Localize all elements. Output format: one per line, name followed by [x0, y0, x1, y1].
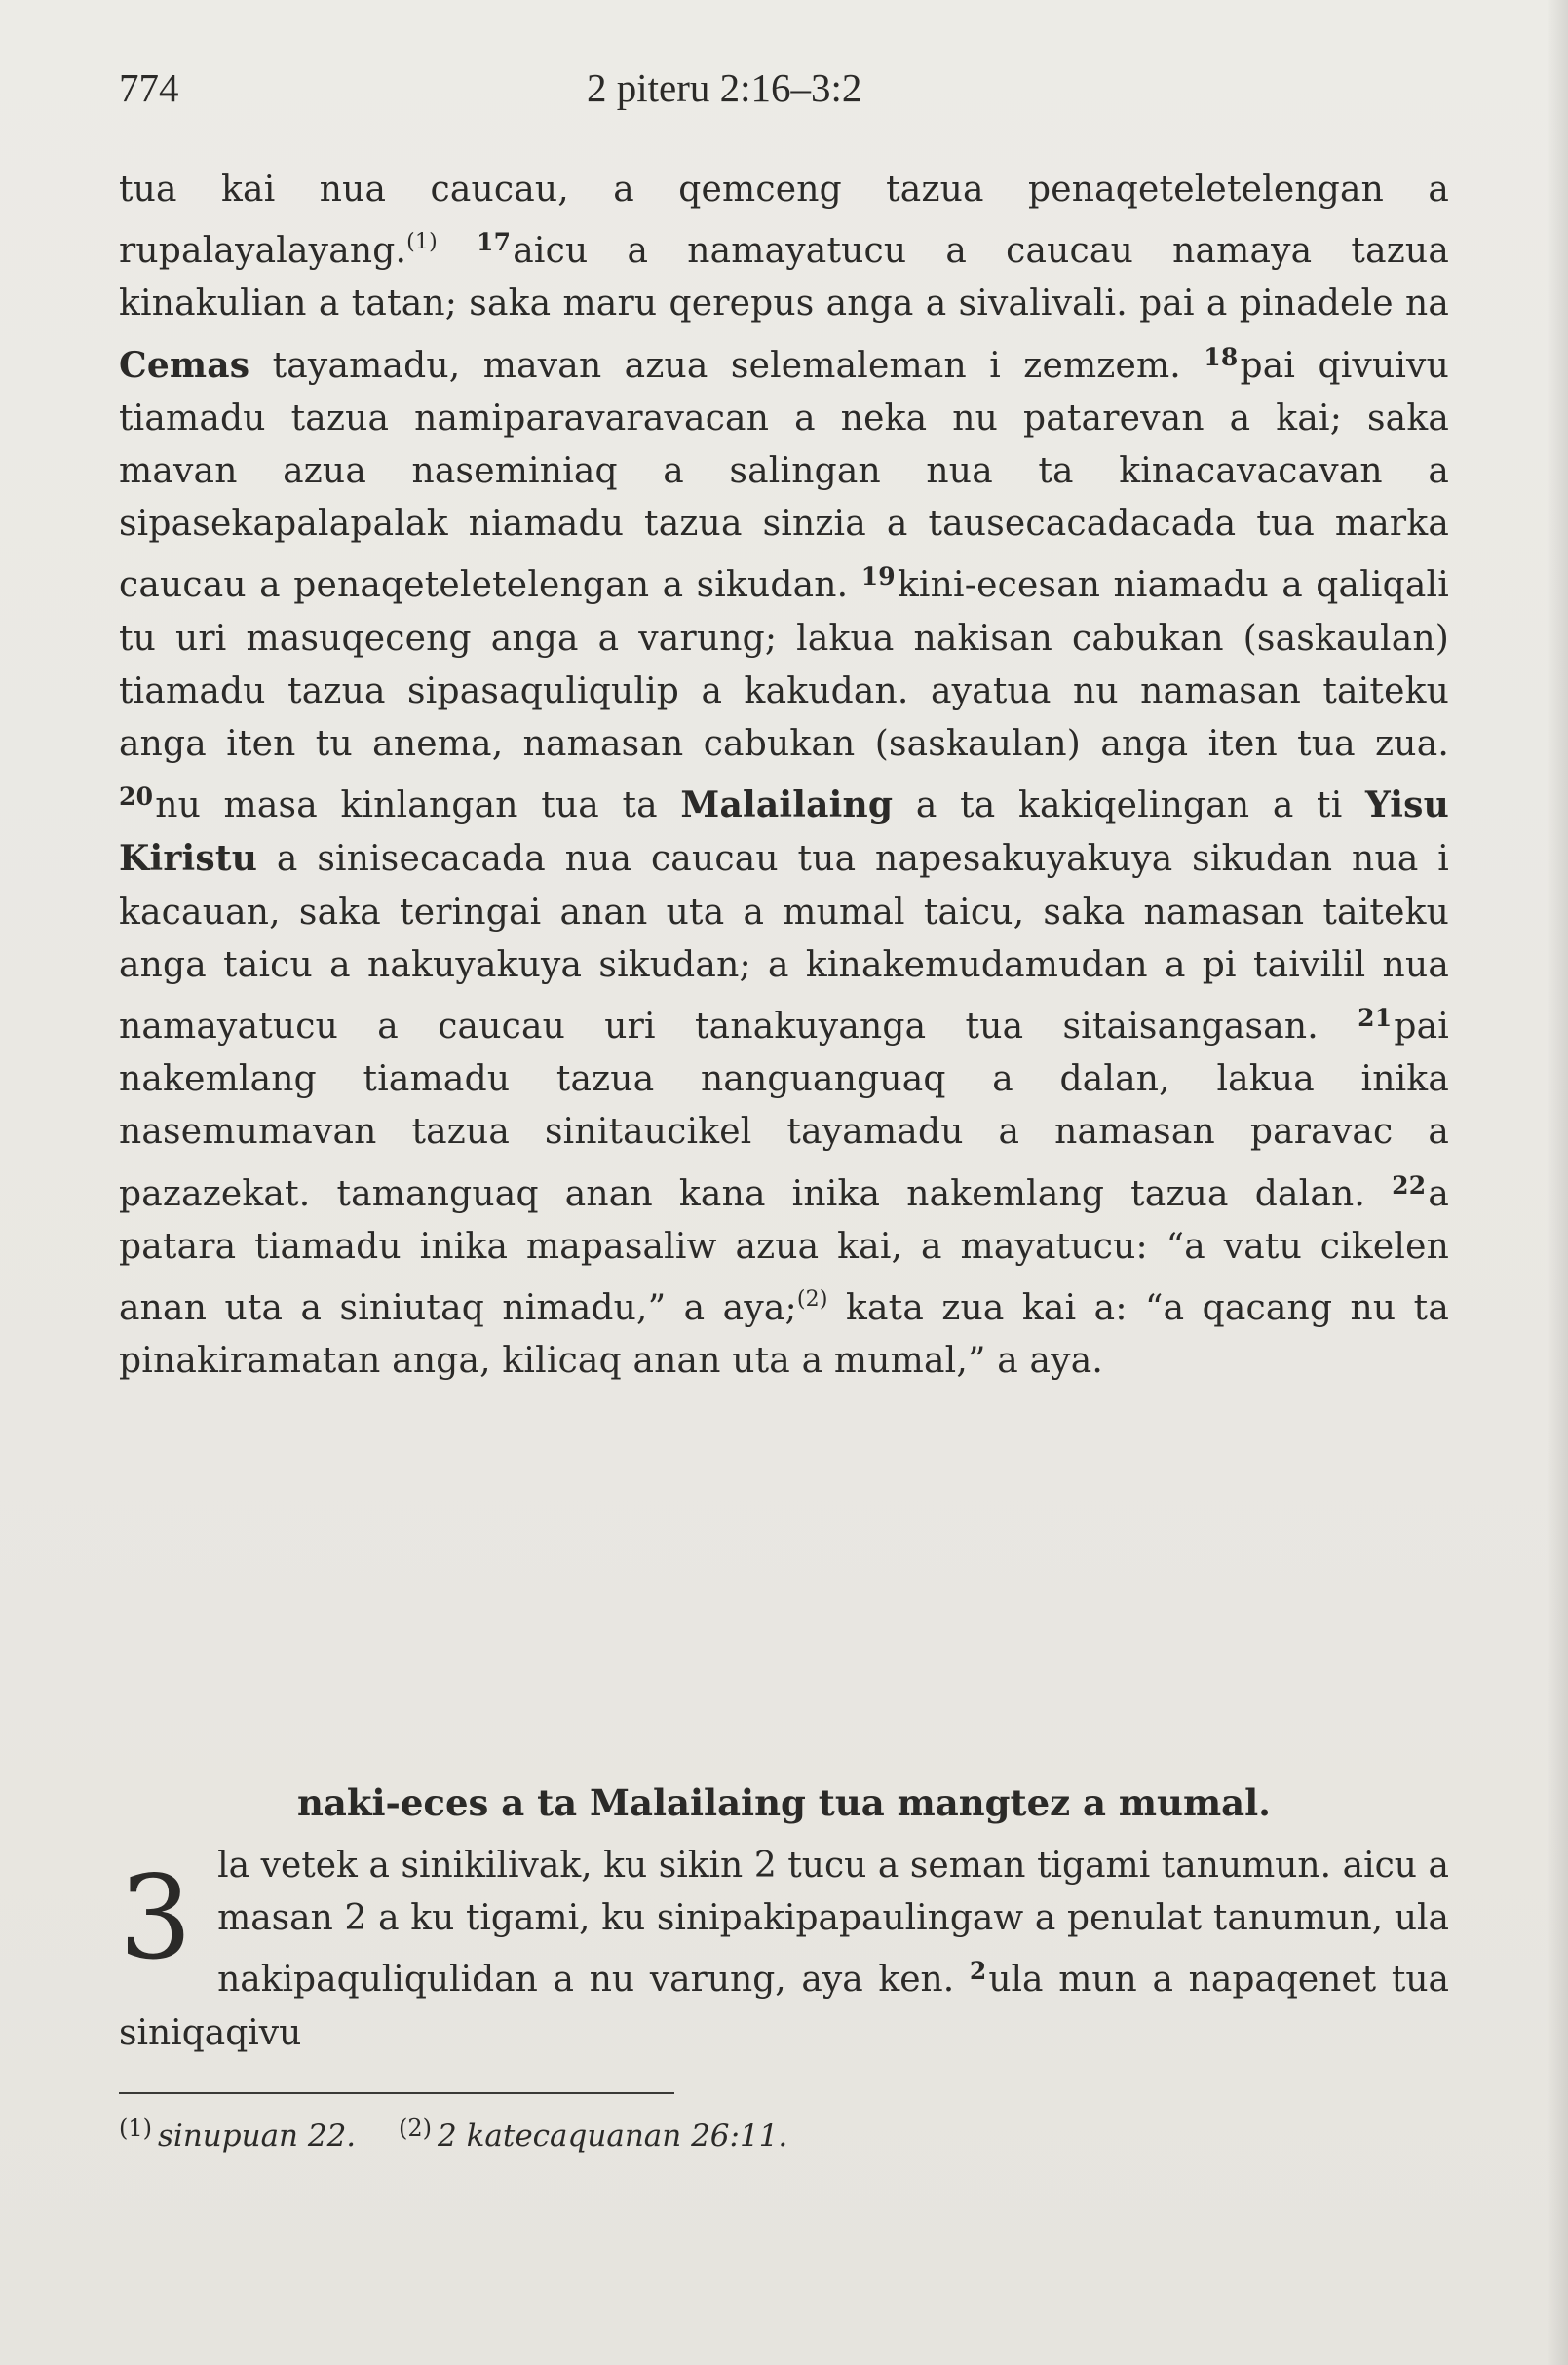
verse-18-text: pai qivuivu tiamadu tazua namiparavaravacan a neka nu patarevan a kai; saka mavan azua naseminiaq a salingan nua ta kinacavacavan a sipasekapalapalak niamadu tazua sinzia a tausecacadacada tua marka caucau a penaqeteletelengan a sikudan.	[119, 345, 1449, 606]
verse-17-text: aicu a namayatucu a caucau namaya tazua kinakulian a tatan; saka maru qerepus anga a sivalivali. pai a pinadele na	[119, 231, 1449, 324]
chapter-3-text	[119, 1840, 1449, 2060]
footnote-mark-2: (2)	[399, 2115, 433, 2142]
footnotes	[119, 2103, 1449, 2161]
verse-22-text-a: a patara tiamadu inika mapasaliw azua kai, a mayatucu: “a vatu cikelen anan uta a siniutaq nimadu,” a aya;	[119, 1173, 1449, 1329]
footnote-text-2: 2 katecaquanan 26:11.	[438, 2118, 788, 2154]
footnote-ref-2: (2)	[796, 1287, 828, 1313]
footnote-ref-1: (1)	[406, 230, 438, 255]
footnote-mark-1: (1)	[119, 2115, 152, 2142]
verse-number-17: 17	[477, 228, 512, 257]
chapter-3-verse-1: la vetek a sinikilivak, ku sikin 2 tucu a seman tigami tanumun. aicu a masan 2 a ku tigami, ku sinipakipapaulingaw a penulat tanumun, ula nakipaquliqulidan a nu varung, aya ken.	[217, 1846, 1449, 2001]
verse-22-text-b: kata zua kai a: “a qacang nu ta pinakiramatan anga, kilicaq anan uta a mumal,” a aya.	[119, 1288, 1449, 1382]
name-yisu-kiristu: Yisu Kiristu	[119, 784, 1449, 880]
verse-number-22: 22	[1392, 1170, 1427, 1200]
verse-20-text-b: a ta kakiqelingan a ti	[893, 785, 1366, 826]
verse-20-text-a: nu masa kinlangan tua ta	[155, 785, 681, 826]
name-malailaing: Malailaing	[680, 784, 894, 826]
verse-number-18: 18	[1204, 342, 1239, 371]
section-heading: naki-eces a ta Malailaing tua mangtez a mumal.	[296, 1781, 1272, 1824]
verse-number-21: 21	[1358, 1004, 1393, 1033]
verse-17-text-b: tayamadu, mavan azua selemaleman i zemzem.	[249, 345, 1205, 386]
verse-19-text: kini-ecesan niamadu a qaliqali tu uri masuqeceng anga a varung; lakua nakisan cabukan (saskaulan) tiamadu tazua sipasaquliqulip a kakudan. ayatua nu namasan taiteku anga iten tu anema, namasan cabukan (saskaulan) anga iten tua zua.	[119, 565, 1449, 765]
page-edge-shadow	[1547, 0, 1568, 2365]
chapter-3-verse-2: ula mun a napaqenet tua siniqaqivu	[119, 1960, 1449, 2053]
page-header	[119, 54, 1449, 122]
scripture-paragraph	[119, 164, 1449, 1388]
footnote-divider	[119, 2092, 674, 2094]
page-number: 774	[119, 65, 179, 110]
running-title: 2 piteru 2:16–3:2	[587, 65, 862, 110]
verse-number-20: 20	[119, 782, 154, 812]
verse-20-text-c: a sinisecacada nua caucau tua napesakuyakuya sikudan nua i kacauan, saka teringai anan uta a mumal taicu, saka namasan taiteku anga taicu a nakuyakuya sikudan; a kinakemudamudan a pi taivilil nua namayatucu a caucau uri tanakuyanga tua sitaisangasan.	[119, 839, 1449, 1048]
verse-21-text: pai nakemlang tiamadu tazua nanguanguaq a dalan, lakua inika nasemumavan tazua sinitaucikel tayamadu a namasan paravac a pazazekat. tamanguaq anan kana inika nakemlang tazua dalan.	[119, 1007, 1449, 1214]
name-cemas: Cemas	[119, 344, 250, 386]
footnote-text-1: sinupuan 22.	[158, 2118, 357, 2154]
verse-number-19: 19	[860, 562, 896, 591]
chapter-number: 3	[119, 1850, 193, 1985]
verse-number-2: 2	[969, 1957, 987, 1986]
text-run: tua kai nua caucau, a qemceng tazua penaqeteletelengan a rupalayalayang.	[119, 170, 1449, 272]
main-text	[119, 164, 1449, 1388]
